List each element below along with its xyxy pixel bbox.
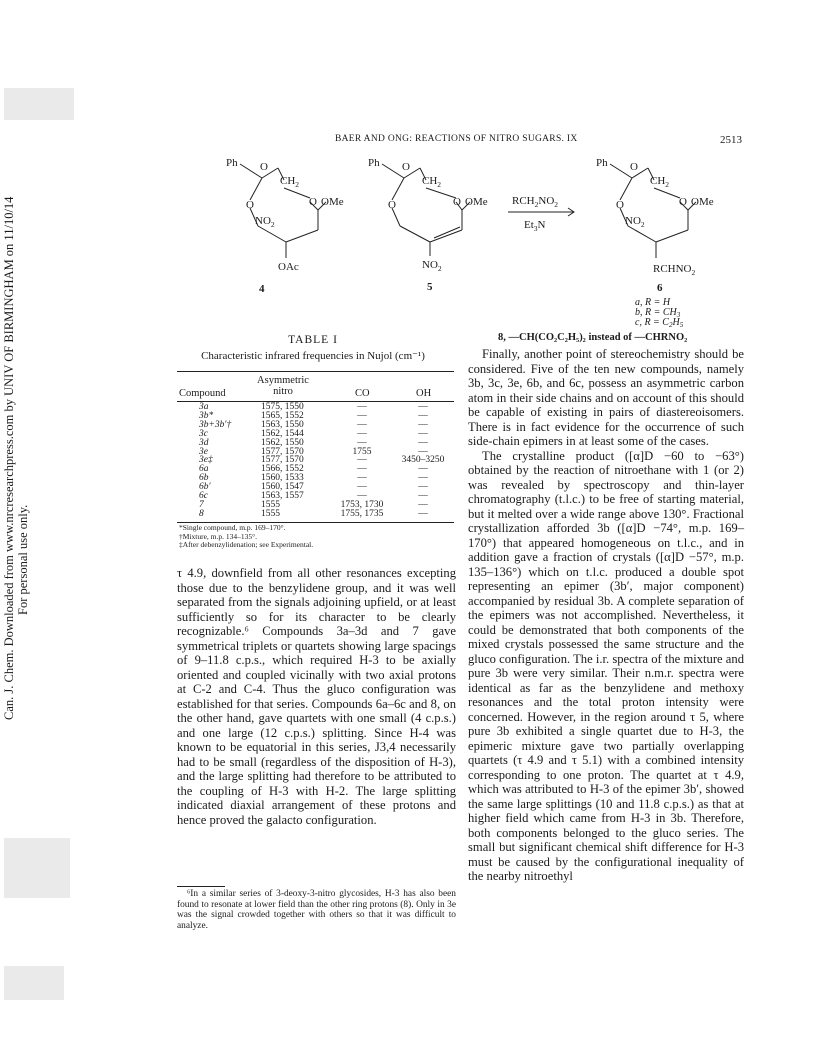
- table-footnote: †Mixture, m.p. 134–135°.: [179, 531, 257, 541]
- table-row: [177, 456, 454, 465]
- cell-oh: —: [418, 473, 428, 484]
- ir-table: [177, 403, 454, 519]
- cell-co: —: [357, 402, 367, 412]
- compound-label-6: 6: [657, 282, 663, 294]
- table-row: [177, 421, 454, 430]
- compound-label-5: 5: [427, 281, 433, 293]
- cell-nitro: 1563, 1550: [261, 419, 304, 430]
- table-row: [177, 492, 454, 501]
- scan-artifact: [4, 838, 70, 898]
- cell-compound: 3e‡: [199, 455, 213, 466]
- cell-oh: —: [418, 419, 428, 430]
- nitro-label: $NO_2$: [422, 259, 442, 273]
- cell-oh: —: [418, 437, 428, 448]
- cell-co: —: [357, 437, 367, 448]
- oxygen-label: O: [260, 161, 268, 173]
- reagent-label: $RCH_2NO_2$: [512, 195, 559, 209]
- variant-a: a, R = H: [635, 297, 671, 308]
- cell-nitro: 1560, 1533: [261, 473, 304, 484]
- cell-nitro: 1560, 1547: [261, 482, 304, 493]
- cell-co: —: [357, 482, 367, 493]
- scan-artifact: [4, 966, 64, 1000]
- download-notice-line2: For personal use only.: [16, 504, 30, 615]
- table-row: [177, 430, 454, 439]
- cell-compound: 3b*: [199, 410, 214, 421]
- cell-compound: 3a: [199, 402, 209, 412]
- oxygen-label: O: [679, 196, 687, 208]
- cell-compound: 8: [199, 508, 204, 519]
- oac-label: OAc: [278, 261, 299, 273]
- cell-nitro: 1555: [261, 499, 280, 510]
- ph-label: Ph: [226, 157, 238, 169]
- variant-c: c, $R = C_2H_5$: [635, 317, 684, 329]
- rchno2-label: $RCHNO_2$: [653, 263, 696, 277]
- table-header-rule: [177, 401, 454, 402]
- cell-nitro: 1565, 1552: [261, 410, 304, 421]
- table-row: [177, 474, 454, 483]
- cell-compound: 7: [199, 499, 204, 510]
- oxygen-label: O: [402, 161, 410, 173]
- header-compound: Compound: [179, 388, 226, 399]
- header-oh: OH: [416, 388, 432, 399]
- scan-artifact: [4, 88, 74, 120]
- cell-nitro: 1563, 1557: [261, 491, 304, 502]
- cell-compound: 3d: [199, 437, 209, 448]
- ome-label: OMe: [321, 196, 344, 208]
- reaction-scheme-svg: [0, 150, 813, 330]
- cell-co: —: [357, 491, 367, 502]
- ph-label: Ph: [368, 157, 380, 169]
- cell-compound: 6b′: [199, 482, 211, 493]
- compound-label-4: 4: [259, 283, 265, 295]
- cell-co: 1755: [352, 446, 372, 457]
- table-footnotes: [179, 524, 313, 550]
- left-column-text: [177, 566, 456, 827]
- cell-oh: —: [418, 410, 428, 421]
- footnote-rule: [177, 886, 225, 887]
- running-title: BAER AND ONG: REACTIONS OF NITRO SUGARS. IX: [335, 134, 578, 144]
- cell-compound: 3e: [199, 446, 208, 457]
- cell-compound: 3c: [199, 428, 208, 439]
- cell-co: —: [357, 428, 367, 439]
- cell-oh: —: [418, 491, 428, 502]
- base-label: $Et_3N$: [524, 219, 546, 233]
- ome-label: OMe: [465, 196, 488, 208]
- cell-co: —: [357, 419, 367, 430]
- table-row: [177, 465, 454, 474]
- oxygen-label: O: [388, 199, 396, 211]
- table-row: [177, 439, 454, 448]
- cell-co: —: [357, 410, 367, 421]
- cell-oh: —: [418, 499, 428, 510]
- table-caption: Characteristic infrared frequencies in Nujol (cm⁻¹): [201, 350, 425, 362]
- table-top-rule: [177, 371, 454, 372]
- cell-nitro: 1555: [261, 508, 280, 519]
- ch2-label: $CH_2$: [650, 175, 670, 189]
- ome-label: OMe: [691, 196, 714, 208]
- nitro-label: $NO_2$: [255, 215, 275, 229]
- cell-compound: 3b+3b′†: [199, 419, 232, 430]
- header-nitro: Asymmetric nitro: [257, 375, 309, 397]
- cell-oh: —: [418, 464, 428, 475]
- paragraph: The crystalline product ([α]D −60 to −63°) obtained by the reaction of nitroethane with 1 (or 2) was revealed by spectroscopy and thin-layer chromatography (t.l.c.) to be free of starting material, but it melted over a wide range above 130°. Fractional crystallization afforded 3b ([α]D −74°, m.p. 169–170°) that appeared homogeneous on t.l.c., and in addition gave a fraction of crystals ([α]D −57°, m.p. 135–136°) which on t.l.c. produced a double spot representing an epimer (3b′, major component) accompanied by residual 3b. A complete separation of the epimers was not accomplished. Nevertheless, it could be demonstrated that both components of the mixed crystals possessed the same structure and the gluco configuration. The i.r. spectra of the mixture and pure 3b were very similar. Their n.m.r. spectra were identical as far as the benzylidene and methoxy resonances and the total proton intensity were concerned. However, in the region around τ 5, where pure 3b exhibited a single quartet due to H-3, the epimeric mixture gave two partially overlapping quartets (τ 4.9 and τ 5.1) with a combined intensity corresponding to one proton. The quartet at τ 4.9, which was attributed to H-3 of the epimer 3b′, showed the same large splittings (10 and 11.8 c.p.s.) as that at higher field which came from H-3 in 3b. Therefore, both components belonged to the gluco series. The small but significant chemical shift difference for H-3 must be caused by the configurational inequality of the nearby nitroethyl: [468, 448, 744, 883]
- cell-nitro: 1577, 1570: [261, 446, 304, 457]
- ch2-label: $CH_2$: [280, 175, 300, 189]
- reaction-scheme: [0, 150, 813, 330]
- cell-compound: 6c: [199, 491, 208, 502]
- table-row: [177, 510, 454, 519]
- table-row: [177, 501, 454, 510]
- right-column-text: [468, 347, 744, 884]
- left-footnote: ⁶In a similar series of 3-deoxy-3-nitro glycosides, H-3 has also been found to resonate at lower field than the other ring protons (8). Only in 3e was the signal crowded together with others so that it was difficult to analyze.: [177, 889, 456, 931]
- cell-nitro: 1562, 1550: [261, 437, 304, 448]
- compound-8-note: 8, —CH(CO₂C₂H₅)₂ instead of —CHRNO₂: [498, 332, 688, 343]
- cell-oh: —: [418, 508, 428, 519]
- cell-nitro: 1575, 1550: [261, 402, 304, 412]
- cell-oh: 3450–3250: [401, 455, 445, 466]
- cell-co: 1755, 1735: [340, 508, 384, 519]
- oxygen-label: O: [616, 199, 624, 211]
- cell-co: —: [357, 473, 367, 484]
- nitro-label: $NO_2$: [625, 215, 645, 229]
- cell-co: 1753, 1730: [340, 499, 384, 510]
- cell-oh: —: [418, 482, 428, 493]
- cell-nitro: 1577, 1570: [261, 455, 304, 466]
- variant-b: b, $R = CH_3$: [635, 307, 681, 319]
- table-footnote: *Single compound, m.p. 169–170°.: [179, 523, 286, 532]
- oxygen-label: O: [246, 199, 254, 211]
- ph-label: Ph: [596, 157, 608, 169]
- table-row: [177, 403, 454, 412]
- oxygen-label: O: [309, 196, 317, 208]
- cell-oh: —: [418, 446, 428, 457]
- paragraph: τ 4.9, downfield from all other resonances excepting those due to the benzylidene group, and it was well separated from the signals adjoining upfield, or at least sufficiently so for its character to be clearly recognizable.⁶ Compounds 3a–3d and 7 gave symmetrical triplets or quartets showing large spacings of 9–11.8 c.p.s., which required H-3 to be axially oriented and coupled vicinally with two axial protons at C-2 and C-4. Thus the gluco configuration was established for that series. Compounds 6a–6c and 8, on the other hand, gave quartets with one small (4 c.p.s.) and one large (12 c.p.s.) splitting. Since H-4 was known to be equatorial in this series, J3,4 necessarily had to be small (regardless of the disposition of H-3), and the large splitting had therefore to be attributed to the coupling of H-3 with H-2. The large splitting indicated diaxial arrangement of these protons and hence proved the galacto configuration.: [177, 566, 456, 827]
- table-title: TABLE I: [288, 334, 338, 346]
- paragraph: Finally, another point of stereochemistry should be considered. Five of the ten new compounds, namely 3b, 3c, 3e, 6b, and 6c, possess an asymmetric carbon atom in their side chains and on account of this should be capable of existing in pairs of diastereoisomers. There is in fact evidence for the occurrence of such side-chain epimers in at least some of the cases.: [468, 347, 744, 448]
- oxygen-label: O: [453, 196, 461, 208]
- header-co: CO: [355, 388, 370, 399]
- ch2-label: $CH_2$: [422, 175, 442, 189]
- oxygen-label: O: [630, 161, 638, 173]
- cell-nitro: 1562, 1544: [261, 428, 304, 439]
- cell-nitro: 1566, 1552: [261, 464, 304, 475]
- cell-compound: 6b: [199, 473, 209, 484]
- table-row: [177, 483, 454, 492]
- table-footnote: ‡After debenzylidenation; see Experimental.: [179, 540, 314, 549]
- cell-compound: 6a: [199, 464, 209, 475]
- cell-co: —: [357, 464, 367, 475]
- download-notice-line1: Can. J. Chem. Downloaded from www.nrcresearchpress.com by UNIV OF BIRMINGHAM on 11/10/14: [2, 196, 16, 720]
- cell-oh: —: [418, 402, 428, 412]
- cell-oh: —: [418, 428, 428, 439]
- page-number: 2513: [720, 134, 742, 146]
- cell-co: —: [357, 455, 367, 466]
